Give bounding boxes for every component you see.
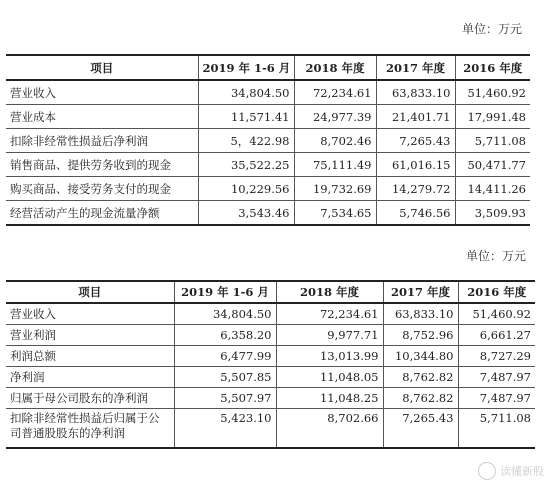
column-header: 2018 年度	[294, 55, 376, 80]
column-header: 2017 年度	[383, 281, 458, 303]
wechat-logo-icon	[478, 462, 496, 480]
cell-value: 75,111.49	[294, 153, 376, 177]
row-label: 销售商品、提供劳务收到的现金	[6, 153, 198, 177]
row-label: 营业成本	[6, 105, 198, 129]
column-header: 2019 年 1-6 月	[198, 55, 294, 80]
cell-value: 63,833.10	[376, 80, 455, 105]
cell-value: 35,522.25	[198, 153, 294, 177]
financial-table-1	[6, 54, 530, 226]
cell-value: 7,265.43	[376, 129, 455, 153]
table-row	[6, 388, 535, 409]
row-label: 扣除非经常性损益后净利润	[6, 129, 198, 153]
cell-value: 8,727.29	[458, 346, 535, 367]
row-label: 扣除非经常性损益后归属于公司普通股股东的净利润	[6, 409, 174, 449]
cell-value: 21,401.71	[376, 105, 455, 129]
cell-value: 5,746.56	[376, 201, 455, 226]
cell-value: 63,833.10	[383, 303, 458, 325]
row-label: 经营活动产生的现金流量净额	[6, 201, 198, 226]
row-label: 归属于母公司股东的净利润	[6, 388, 174, 409]
table-row	[6, 177, 530, 201]
table-row	[6, 325, 535, 346]
cell-value: 6,358.20	[174, 325, 276, 346]
cell-value: 8,702.46	[294, 129, 376, 153]
cell-value: 5,423.10	[174, 409, 276, 449]
cell-value: 14,279.72	[376, 177, 455, 201]
cell-value: 19,732.69	[294, 177, 376, 201]
cell-value: 5，422.98	[198, 129, 294, 153]
table-row	[6, 367, 535, 388]
cell-value: 5,507.85	[174, 367, 276, 388]
cell-value: 7,487.97	[458, 367, 535, 388]
cell-value: 72,234.61	[294, 80, 376, 105]
cell-value: 8,762.82	[383, 367, 458, 388]
table-header-row	[6, 281, 535, 303]
cell-value: 17,991.48	[455, 105, 530, 129]
row-label: 营业收入	[6, 80, 198, 105]
column-header: 项目	[6, 281, 174, 303]
cell-value: 61,016.15	[376, 153, 455, 177]
cell-value: 8,762.82	[383, 388, 458, 409]
cell-value: 51,460.92	[455, 80, 530, 105]
row-label: 营业利润	[6, 325, 174, 346]
cell-value: 50,471.77	[455, 153, 530, 177]
row-label: 利润总额	[6, 346, 174, 367]
cell-value: 13,013.99	[276, 346, 383, 367]
cell-value: 7,487.97	[458, 388, 535, 409]
cell-value: 14,411.26	[455, 177, 530, 201]
cell-value: 8,702.66	[276, 409, 383, 449]
table-row	[6, 129, 530, 153]
cell-value: 6,477.99	[174, 346, 276, 367]
cell-value: 9,977.71	[276, 325, 383, 346]
cell-value: 10,344.80	[383, 346, 458, 367]
cell-value: 34,804.50	[174, 303, 276, 325]
column-header: 2019 年 1-6 月	[174, 281, 276, 303]
cell-value: 34,804.50	[198, 80, 294, 105]
row-label: 净利润	[6, 367, 174, 388]
watermark	[478, 462, 544, 480]
column-header: 2017 年度	[376, 55, 455, 80]
cell-value: 8,752.96	[383, 325, 458, 346]
cell-value: 11,048.25	[276, 388, 383, 409]
row-label: 营业收入	[6, 303, 174, 325]
cell-value: 5,711.08	[458, 409, 535, 449]
column-header: 2018 年度	[276, 281, 383, 303]
table-header-row	[6, 55, 530, 80]
table-row	[6, 80, 530, 105]
table-row	[6, 153, 530, 177]
cell-value: 72,234.61	[276, 303, 383, 325]
row-label: 购买商品、接受劳务支付的现金	[6, 177, 198, 201]
cell-value: 3,543.46	[198, 201, 294, 226]
cell-value: 11,048.05	[276, 367, 383, 388]
cell-value: 51,460.92	[458, 303, 535, 325]
table-row	[6, 303, 535, 325]
cell-value: 7,265.43	[383, 409, 458, 449]
cell-value: 6,661.27	[458, 325, 535, 346]
cell-value: 24,977.39	[294, 105, 376, 129]
table-row	[6, 201, 530, 226]
cell-value: 5,507.97	[174, 388, 276, 409]
cell-value: 3,509.93	[455, 201, 530, 226]
unit-label-top: 单位：万元	[461, 22, 522, 36]
cell-value: 5,711.08	[455, 129, 530, 153]
cell-value: 10,229.56	[198, 177, 294, 201]
column-header: 2016 年度	[455, 55, 530, 80]
watermark-text: 读懂新股	[500, 465, 544, 478]
cell-value: 7,534.65	[294, 201, 376, 226]
table-row	[6, 346, 535, 367]
table-row	[6, 105, 530, 129]
cell-value: 11,571.41	[198, 105, 294, 129]
column-header: 2016 年度	[458, 281, 535, 303]
unit-label-bottom: 单位：万元	[465, 249, 526, 263]
table-row	[6, 409, 535, 449]
financial-table-2	[6, 280, 535, 449]
column-header: 项目	[6, 55, 198, 80]
